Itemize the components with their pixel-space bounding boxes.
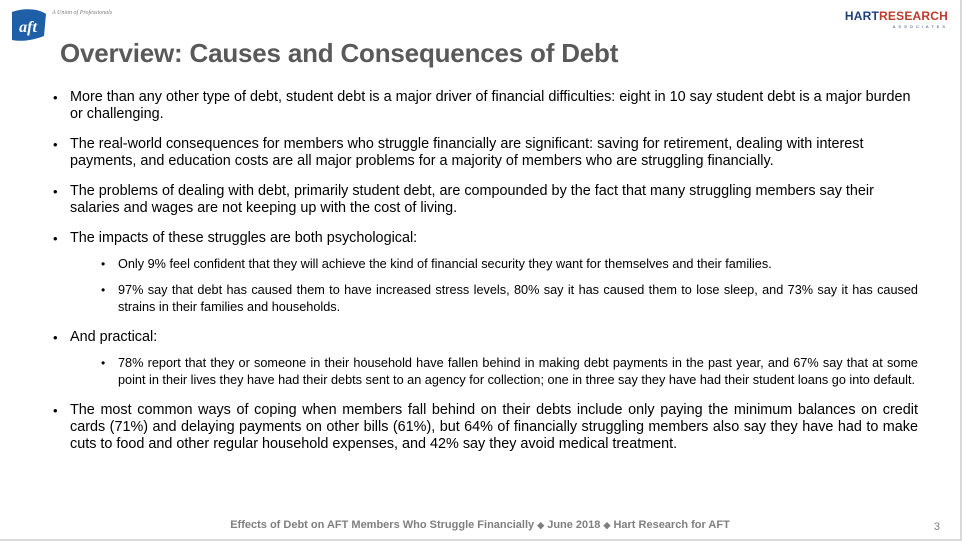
bullet-list (50, 89, 918, 466)
footer-date: June 2018 (547, 519, 601, 531)
bullet-5: • And practical: • 78% report that they or someone in their household have fallen behind in making debt payments in the past year, and 67% say that at some point in their lives they have had their debts sent to an agency for collection; one in three say they have had their student loans go into default. (50, 329, 918, 389)
diamond-icon: ◆ (603, 520, 611, 530)
page-title: Overview: Causes and Consequences of Debt (60, 38, 619, 68)
pollster-logo (845, 9, 948, 29)
logo-text: aft (19, 19, 37, 36)
bullet-2: • The real-world consequences for members who struggle financially are significant: saving for retirement, dealing with interest payments, and education costs are all major problems for a majority of members who are struggling financially. (50, 136, 918, 170)
pollster-sub: ASSOCIATES (892, 24, 948, 29)
pollster-word-2: RESEARCH (879, 9, 948, 23)
sub-bullet-4-2: • 97% say that debt has caused them to have increased stress levels, 80% say it has caused them to lose sleep, and 73% say it has caused strains in their families and households. (70, 282, 918, 316)
org-tagline: A Union of Professionals (52, 10, 113, 16)
page-number: 3 (933, 521, 940, 533)
bullet-1: • More than any other type of debt, student debt is a major driver of financial difficulties: eight in 10 say student debt is a major burden or challenging. (50, 89, 918, 123)
sub-bullet-4-1: • Only 9% feel confident that they will achieve the kind of financial security they want for themselves and their families. (70, 256, 918, 273)
footer (0, 519, 960, 531)
footer-source: Hart Research for AFT (613, 519, 730, 531)
pollster-word-1: HART (844, 9, 880, 23)
footer-title: Effects of Debt on AFT Members Who Struggle Financially (230, 519, 535, 531)
bullet-3: • The problems of dealing with debt, primarily student debt, are compounded by the fact that many struggling members say their salaries and wages are not keeping up with the cost of living. (50, 183, 918, 217)
aft-logo-icon (8, 6, 48, 44)
bullet-4: • The impacts of these struggles are both psychological: • Only 9% feel confident that they will achieve the kind of financial security they want for themselves and their families. • 97% say that debt has caused them to have increased stress levels, 80% say it has caused them to lose sleep, and 73% say it has caused strains in their families and households. (50, 230, 918, 316)
sub-bullet-5-1: • 78% report that they or someone in their household have fallen behind in making debt payments in the past year, and 67% say that at some point in their lives they have had their debts sent to an agency for collection; one in three say they have had their student loans go into default. (70, 355, 918, 389)
diamond-icon: ◆ (537, 520, 545, 530)
bullet-6: • The most common ways of coping when members fall behind on their debts include only paying the minimum balances on credit cards (71%) and delaying payments on other bills (61%), but 64% of financially struggling members also say they have had to make cuts to food and other regular household expenses, and 42% say they avoid medical treatment. (50, 402, 918, 453)
